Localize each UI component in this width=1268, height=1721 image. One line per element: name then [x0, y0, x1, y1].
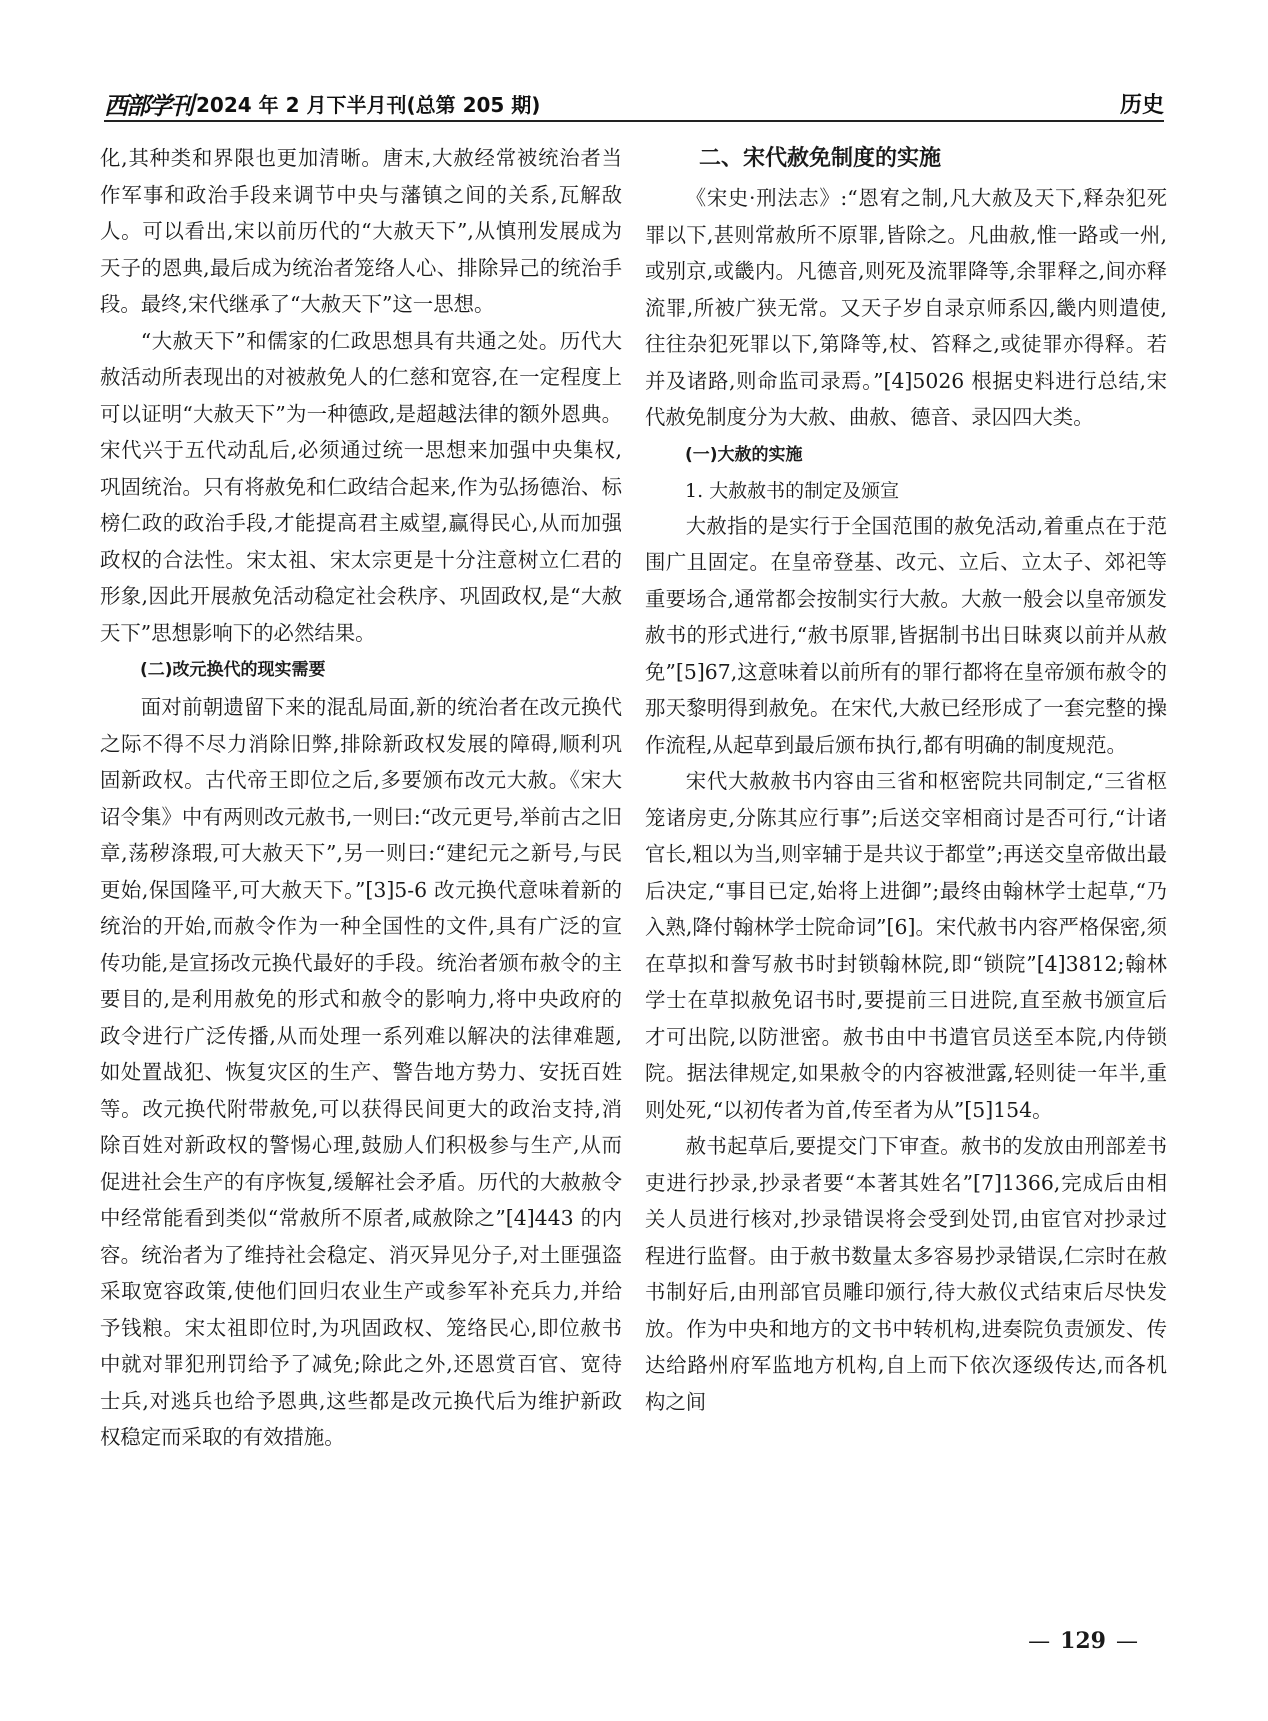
paragraph: 面对前朝遗留下来的混乱局面,新的统治者在改元换代之际不得不尽力消除旧弊,排除新政权发展的障碍,顺利巩固新政权。古代帝王即位之后,多要颁布改元大赦。《宋大诏令集》中有两则改元赦书,一则曰:“改元更号,举前古之旧章,荡秽涤瑕,可大赦天下”,另一则曰:“建纪元之新号,与民更始,保国隆平,可大赦天下。”[3]5-6 改元换代意味着新的统治的开始,而赦令作为一种全国性的文件,具有广泛的宣传功能,是宣扬改元换代最好的手段。统治者颁布赦令的主要目的,是利用赦免的形式和赦令的影响力,将中央政府的政令进行广泛传播,从而处理一系列难以解决的法律难题,如处置战犯、恢复灾区的生产、警告地方势力、安抚百姓等。改元换代附带赦免,可以获得民间更大的政治支持,消除百姓对新政权的警惕心理,鼓励人们积极参与生产,从而促进社会生产的有序恢复,缓解社会矛盾。历代的大赦赦令中经常能看到类似“常赦所不原者,咸赦除之”[4]443 的内容。统治者为了维持社会稳定、消灭异见分子,对土匪强盗采取宽容政策,使他们回归农业生产或参军补充兵力,并给予钱粮。宋太祖即位时,为巩固政权、笼络民心,即位赦书中就对罪犯刑罚给予了减免;除此之外,还恩赏百官、宽待士兵,对逃兵也给予恩典,这些都是改元换代后为维护新政权稳定而采取的有效措施。 [100, 695, 622, 1449]
paragraph: 宋代大赦赦书内容由三省和枢密院共同制定,“三省枢笼诸房吏,分陈其应行事”;后送交宰相商讨是否可行,“计诸官长,粗以为当,则宰辅于是共议于都堂”;再送交皇帝做出最后决定,“事目已定,始将上进御”;最终由翰林学士起草,“乃入熟,降付翰林学士院命词”[6]。宋代赦书内容严格保密,须在草拟和誊写赦书时封锁翰林院,即“锁院”[4]3812;翰林学士在草拟赦免诏书时,要提前三日进院,直至赦书颁宣后才可出院,以防泄密。赦书由中书遣官员送至本院,内侍锁院。据法律规定,如果赦令的内容被泄露,轻则徒一年半,重则处死,“以初传者为首,传至者为从”[5]154。 [645, 769, 1167, 1122]
paragraph: “大赦天下”和儒家的仁政思想具有共通之处。历代大赦活动所表现出的对被赦免人的仁慈和宽容,在一定程度上可以证明“大赦天下”为一种德政,是超越法律的额外恩典。宋代兴于五代动乱后,必须通过统一思想来加强中央集权,巩固统治。只有将赦免和仁政结合起来,作为弘扬德治、标榜仁政的政治手段,才能提高君主威望,赢得民心,从而加强政权的合法性。宋太祖、宋太宗更是十分注意树立仁君的形象,因此开展赦免活动稳定社会秩序、巩固政权,是“大赦天下”思想影响下的必然结果。 [100, 328, 622, 645]
paragraph: 《宋史·刑法志》:“恩宥之制,凡大赦及天下,释杂犯死罪以下,甚则常赦所不原罪,皆除之。凡曲赦,惟一路或一州,或别京,或畿内。凡德音,则死及流罪降等,余罪释之,间亦释流罪,所被广狭无常。又天子岁自录京师系囚,畿内则遣使,往往杂犯死罪以下,第降等,杖、笞释之,或徒罪亦得释。若并及诸路,则命监司录焉。”[4]5026 根据史料进行总结,宋代赦免制度分为大赦、曲赦、德音、录囚四大类。 [645, 186, 1167, 429]
right-column [645, 140, 1167, 1590]
journal-logo: 西部学刊 [104, 90, 192, 120]
subsection-heading: (二)改元换代的现实需要 [140, 660, 326, 680]
subsection-heading: (一)大赦的实施 [685, 444, 803, 465]
header-left [104, 86, 540, 121]
paragraph: 赦书起草后,要提交门下审查。赦书的发放由刑部差书吏进行抄录,抄录者要“本著其姓名”[7]1366,完成后由相关人员进行核对,抄录错误将会受到处罚,由宦官对抄录过程进行监督。由于赦书数量太多容易抄录错误,仁宗时在赦书制好后,由刑部官员雕印颁行,待大赦仪式结束后尽快发放。作为中央和地方的文书中转机构,进奏院负责颁发、传达给路州府军监地方机构,自上而下依次逐级传达,而各机构之间 [645, 1134, 1167, 1414]
section-heading: 二、宋代赦免制度的实施 [699, 146, 942, 171]
dash-left: — [1028, 1628, 1051, 1654]
left-column [100, 140, 622, 1590]
issue-info: 2024 年 2 月下半月刊(总第 205 期) [196, 92, 541, 117]
paragraph: 化,其种类和界限也更加清晰。唐末,大赦经常被统治者当作军事和政治手段来调节中央与藩镇之间的关系,瓦解敌人。可以看出,宋以前历代的“大赦天下”,从慎刑发展成为天子的恩典,最后成为统治者笼络人心、排除异己的统治手段。最终,宋代继承了“大赦天下”这一思想。 [100, 146, 622, 316]
dash-right: — [1116, 1628, 1138, 1654]
numbered-heading: 1. 大赦赦书的制定及颁宣 [685, 479, 900, 502]
page-number: 129 [1060, 1628, 1106, 1654]
page-header [104, 86, 1164, 122]
paragraph: 大赦指的是实行于全国范围的赦免活动,着重点在于范围广且固定。在皇帝登基、改元、立后、立太子、郊祀等重要场合,通常都会按制实行大赦。大赦一般会以皇帝颁发赦书的形式进行,“赦书原罪,皆据制书出日昧爽以前并从赦免”[5]67,这意味着以前所有的罪行都将在皇帝颁布赦令的那天黎明得到赦免。在宋代,大赦已经形成了一套完整的操作流程,从起草到最后颁布执行,都有明确的制度规范。 [645, 513, 1167, 757]
page-footer [1028, 1628, 1138, 1654]
section-label: 历史 [1119, 92, 1164, 118]
